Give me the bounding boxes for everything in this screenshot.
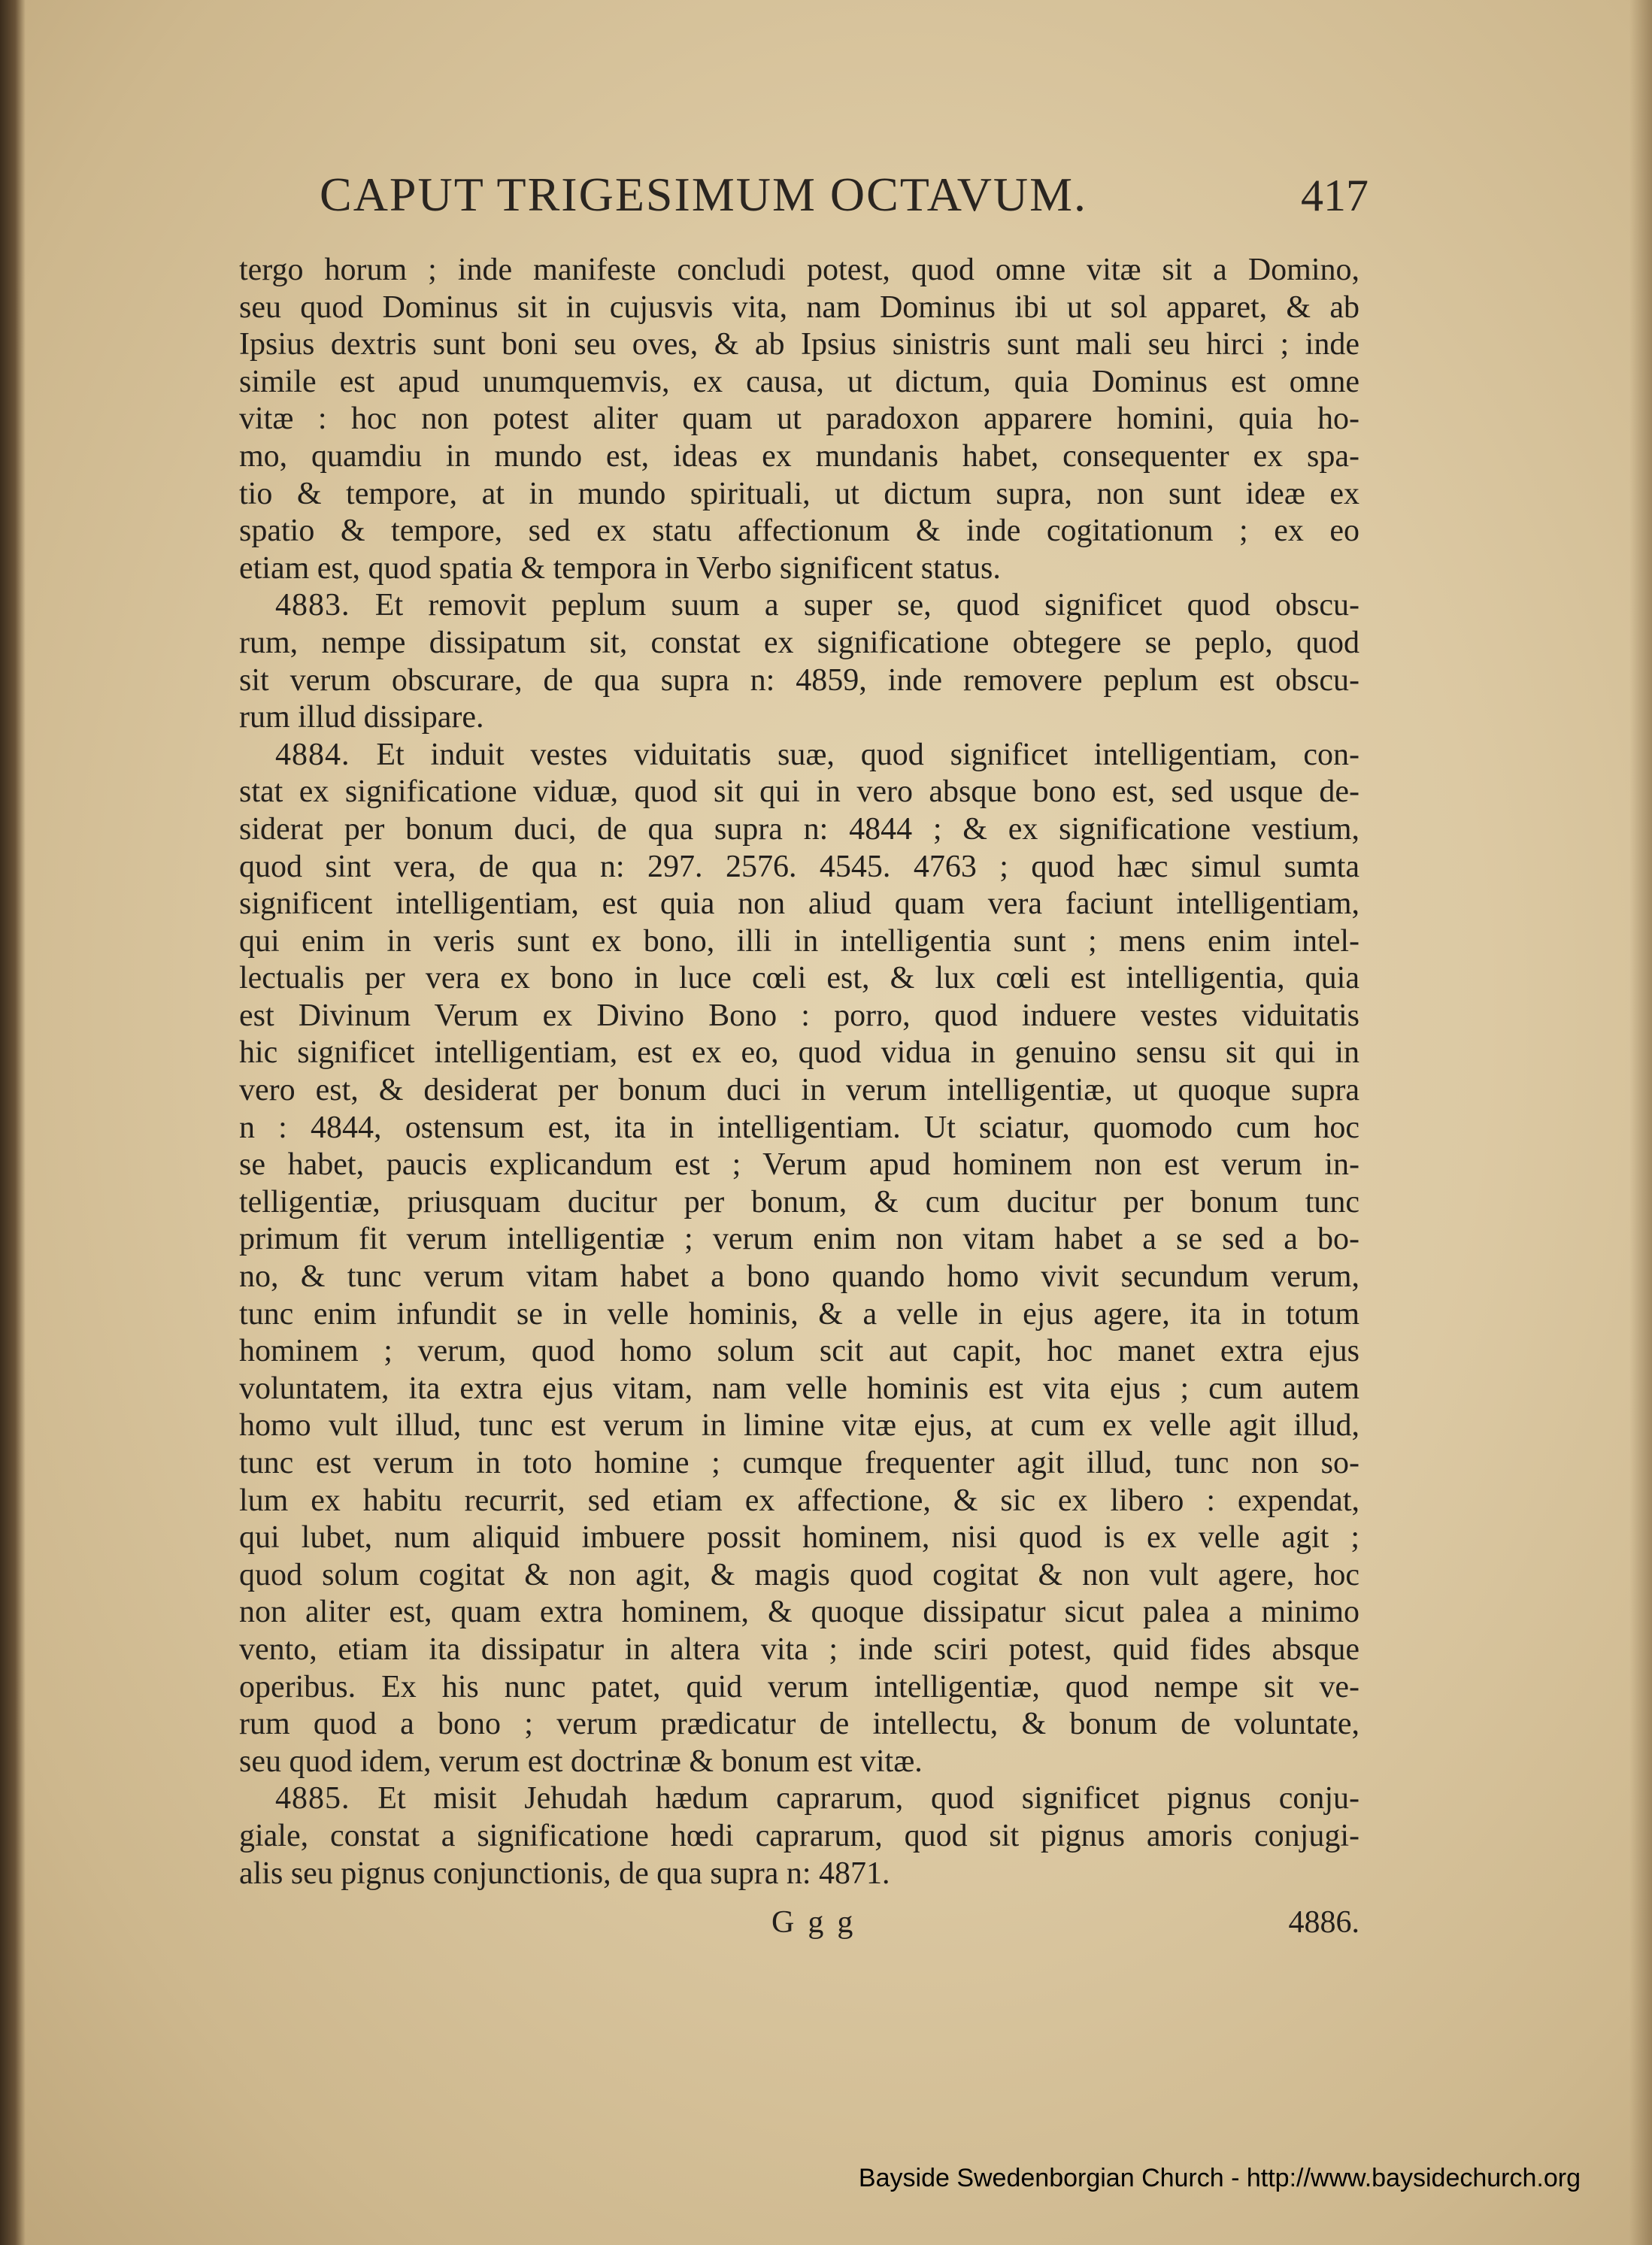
text-line	[239, 438, 1359, 476]
page-footer	[239, 1904, 1359, 1950]
line-text: seu quod idem, verum est doctrinæ & bonum est vitæ.	[239, 1744, 923, 1779]
book-spine-shadow	[0, 0, 26, 2245]
paragraph-number: 4885.	[275, 1781, 350, 1816]
line-text: Ipsius dextris sunt boni seu oves, & ab Ipsius sinistris sunt mali seu hirci ; inde	[239, 327, 1359, 362]
line-text: mo, quamdiu in mundo est, ideas ex mundanis habet, consequenter ex spa-	[239, 438, 1359, 474]
running-head	[320, 167, 1369, 242]
line-text: stat ex significatione viduæ, quod sit qui in vero absque bono est, sed usque de-	[239, 774, 1359, 810]
text-line	[239, 1818, 1359, 1856]
text-line	[239, 401, 1359, 438]
line-text: tio & tempore, at in mundo spirituali, ut dictum supra, non sunt ideæ ex	[239, 476, 1359, 511]
text-line	[239, 998, 1359, 1035]
text-line	[239, 326, 1359, 364]
text-line	[239, 1445, 1359, 1483]
line-text: sit verum obscurare, de qua supra n: 4859, inde removere peplum est obscu-	[239, 662, 1359, 698]
line-text: vento, etiam ita dissipatur in altera vita ; inde sciri potest, quid fides absque	[239, 1631, 1359, 1667]
text-line	[239, 662, 1359, 700]
line-text: rum illud dissipare.	[239, 700, 484, 735]
line-text: rum, nempe dissipatum sit, constat ex significatione obtegere se peplo, quod	[239, 625, 1359, 660]
text-line	[239, 289, 1359, 327]
text-line	[239, 1296, 1359, 1334]
text-line	[239, 1856, 1359, 1893]
text-line	[239, 886, 1359, 923]
text-line	[239, 1072, 1359, 1110]
line-text: hic significet intelligentiam, est ex eo, quod vidua in genuino sensu sit qui in	[239, 1035, 1359, 1071]
text-line	[239, 1780, 1359, 1818]
line-text: homo vult illud, tunc est verum in limine vitæ ejus, at cum ex velle agit illud,	[239, 1408, 1359, 1444]
text-line	[239, 1333, 1359, 1371]
text-line	[239, 1594, 1359, 1631]
line-text: alis seu pignus conjunctionis, de qua supra n: 4871.	[239, 1856, 890, 1891]
text-line	[239, 1407, 1359, 1445]
line-text: qui lubet, num aliquid imbuere possit hominem, nisi quod is ex velle agit ;	[239, 1520, 1359, 1556]
line-text: tunc enim infundit se in velle hominis, & a velle in ejus agere, ita in totum	[239, 1296, 1359, 1332]
line-text: significent intelligentiam, est quia non aliud quam vera faciunt intelligentiam,	[239, 886, 1359, 922]
text-line	[239, 252, 1359, 289]
text-line	[239, 1557, 1359, 1595]
text-line	[239, 625, 1359, 662]
line-text: n : 4844, ostensum est, ita in intelligentiam. Ut sciatur, quomodo cum hoc	[239, 1110, 1359, 1145]
line-text: qui enim in veris sunt ex bono, illi in intelligentia sunt ; mens enim intel-	[239, 923, 1359, 959]
page-edge-shadow	[1629, 0, 1652, 2245]
catchword: 4886.	[1288, 1905, 1359, 1940]
paragraph	[239, 587, 1359, 736]
line-text: non aliter est, quam extra hominem, & quoque dissipatur sicut palea a minimo	[239, 1595, 1359, 1630]
signature-mark: Ggg	[771, 1905, 867, 1940]
line-text: lum ex habitu recurrit, sed etiam ex affectione, & sic ex libero : expendat,	[239, 1483, 1359, 1518]
watermark-credit: Bayside Swedenborgian Church - http://www.baysidechurch.org	[858, 2164, 1581, 2192]
paragraph	[239, 1780, 1359, 1892]
line-text: giale, constat a significatione hœdi caprarum, quod sit pignus amoris conjugi-	[239, 1818, 1359, 1853]
paragraph-number: 4884.	[275, 737, 350, 772]
line-text: spatio & tempore, sed ex statu affectionum & inde cogitationum ; ex eo	[239, 514, 1359, 549]
text-line	[239, 364, 1359, 401]
line-text: quod solum cogitat & non agit, & magis quod cogitat & non vult agere, hoc	[239, 1557, 1359, 1592]
line-text: simile est apud unumquemvis, ex causa, ut dictum, quia Dominus est omne	[239, 364, 1359, 399]
text-line	[239, 923, 1359, 961]
text-line	[239, 699, 1359, 737]
text-line	[239, 849, 1359, 886]
text-line	[239, 1669, 1359, 1707]
line-text: telligentiæ, priusquam ducitur per bonum, & cum ducitur per bonum tunc	[239, 1184, 1359, 1219]
line-text: se habet, paucis explicandum est ; Verum apud hominem non est verum in-	[239, 1147, 1359, 1183]
text-line	[239, 476, 1359, 514]
line-text: tunc est verum in toto homine ; cumque frequenter agit illud, tunc non so-	[239, 1446, 1359, 1480]
line-text: Et removit peplum suum a super se, quod significet quod obscu-	[374, 588, 1359, 623]
line-text: voluntatem, ita extra ejus vitam, nam velle hominis est vita ejus ; cum autem	[239, 1371, 1359, 1406]
text-line	[239, 1035, 1359, 1072]
text-line	[239, 1631, 1359, 1669]
text-line	[239, 1259, 1359, 1296]
line-text: no, & tunc verum vitam habet a bono quando homo vivit secundum verum,	[239, 1259, 1359, 1295]
line-text: est Divinum Verum ex Divino Bono : porro, quod induere vestes viduitatis	[239, 998, 1359, 1033]
line-text: vitæ : hoc non potest aliter quam ut paradoxon apparere homini, quia ho-	[239, 401, 1359, 437]
line-text: vero est, & desiderat per bonum duci in verum intelligentiæ, ut quoque supra	[239, 1073, 1359, 1108]
text-line	[239, 1221, 1359, 1259]
text-line	[239, 1184, 1359, 1222]
line-text: rum quod a bono ; verum prædicatur de intellectu, & bonum de voluntate,	[239, 1707, 1359, 1742]
text-line	[239, 1706, 1359, 1744]
text-line	[239, 774, 1359, 811]
paragraph	[239, 737, 1359, 1781]
line-text: lectualis per vera ex bono in luce cœli est, & lux cœli est intelligentia, quia	[239, 961, 1359, 996]
text-line	[239, 811, 1359, 849]
line-text: seu quod Dominus sit in cujusvis vita, nam Dominus ibi ut sol apparet, & ab	[239, 289, 1359, 325]
text-line	[239, 960, 1359, 998]
text-line	[239, 1147, 1359, 1184]
text-line	[239, 1519, 1359, 1557]
text-line	[239, 1483, 1359, 1520]
text-line	[239, 737, 1359, 774]
text-line	[239, 550, 1359, 588]
page-number: 417	[1301, 171, 1369, 220]
line-text: quod sint vera, de qua n: 297. 2576. 4545. 4763 ; quod hæc simul sumta	[239, 849, 1359, 884]
line-text: Et misit Jehudah hædum caprarum, quod significet pignus conju-	[377, 1781, 1359, 1816]
text-line	[239, 1744, 1359, 1781]
text-line	[239, 587, 1359, 625]
text-line	[239, 1371, 1359, 1408]
line-text: primum fit verum intelligentiæ ; verum enim non vitam habet a se sed a bo-	[239, 1222, 1359, 1257]
paragraph-number: 4883.	[275, 588, 350, 623]
line-text: hominem ; verum, quod homo solum scit aut capit, hoc manet extra ejus	[239, 1334, 1359, 1369]
line-text: siderat per bonum duci, de qua supra n: 4844 ; & ex significatione vestium,	[239, 811, 1359, 847]
chapter-title: CAPUT TRIGESIMUM OCTAVUM.	[320, 168, 1088, 221]
text-line	[239, 1110, 1359, 1147]
line-text: tergo horum ; inde manifeste concludi potest, quod omne vitæ sit a Domino,	[239, 253, 1359, 287]
text-line	[239, 513, 1359, 550]
body-text	[239, 252, 1359, 1892]
line-text: operibus. Ex his nunc patet, quid verum intelligentiæ, quod nempe sit ve-	[239, 1669, 1359, 1704]
line-text: Et induit vestes viduitatis suæ, quod significet intelligentiam, con-	[376, 737, 1360, 772]
line-text: etiam est, quod spatia & tempora in Verbo significent status.	[239, 550, 1001, 586]
paragraph	[239, 252, 1359, 587]
